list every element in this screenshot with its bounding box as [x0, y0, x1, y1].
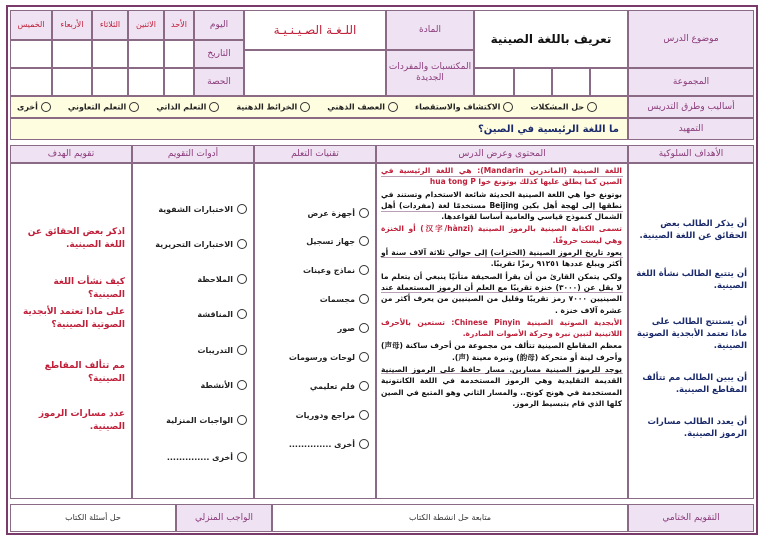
date-label-text: التاريخ: [207, 48, 231, 59]
method-option[interactable]: [236, 102, 310, 112]
radio-icon[interactable]: [237, 239, 247, 249]
date-cell[interactable]: [52, 40, 92, 68]
radio-icon[interactable]: [359, 381, 369, 391]
radio-icon[interactable]: [503, 102, 513, 112]
period-cell[interactable]: [128, 68, 164, 96]
technique-label: أجهزة عرض: [307, 208, 355, 218]
technique-option[interactable]: [255, 323, 375, 333]
day-label-text: اليوم: [209, 19, 229, 30]
evaluation-item: اذكر بعض الحقائق عن اللغة الصينية.: [27, 227, 125, 250]
technique-option[interactable]: [255, 381, 375, 391]
period-label: [194, 68, 244, 96]
homework-label: [176, 504, 272, 532]
method-option[interactable]: [68, 102, 139, 112]
group-label-text: المجموعة: [672, 76, 710, 87]
intro-question-text: ما اللغة الرئيسية في الصين؟: [478, 123, 619, 135]
group-cell[interactable]: [590, 68, 628, 96]
content-paragraph: تسمى الكتابة الصينية بالرموز الصينية (汉字/hànzi) أو الخنزة وهي ليست حروفًا.: [381, 224, 622, 245]
method-option-label: التعلم التعاوني: [67, 102, 127, 112]
radio-icon[interactable]: [359, 323, 369, 333]
homework-value: [10, 504, 176, 532]
tool-option[interactable]: [133, 309, 253, 319]
tool-option[interactable]: [133, 274, 253, 284]
day-sunday-text: الأحد: [171, 20, 187, 29]
subject-value: [244, 10, 386, 50]
technique-option[interactable]: [255, 265, 375, 275]
lesson-topic-label: [628, 10, 754, 68]
tools-column: [132, 163, 254, 499]
tools-header-text: أدوات التقويم: [167, 148, 219, 159]
technique-option[interactable]: [255, 439, 375, 449]
day-thursday: [10, 10, 52, 40]
evaluation-item: مم تتألف المقاطع الصينية؟: [44, 361, 125, 384]
technique-option[interactable]: [255, 236, 375, 246]
content-paragraph: ولكي يتمكن القارئ من أن يقرأ الصحيفة متأنيًا ينبغي أن يتعلم ما لا يقل عن (٣٠٠٠) خنزة تقريبًا مع العلم أن الرموز المستعملة عند الصينيين ٧٠٠٠ رمز تقريبًا وقليل من الصينيين من يعرف أكثر من عشرة آلاف خنزة .: [381, 271, 622, 315]
objective-item: أن يبين الطالب مم تتألف المقاطع الصينية.: [642, 373, 747, 395]
techniques-column: [254, 163, 376, 499]
radio-icon[interactable]: [237, 415, 247, 425]
radio-icon[interactable]: [300, 102, 310, 112]
final-eval-value: [272, 504, 628, 532]
method-option[interactable]: [415, 102, 513, 112]
tool-option[interactable]: [133, 204, 253, 214]
date-cell[interactable]: [128, 40, 164, 68]
homework-value-text: حل أسئلة الكتاب: [65, 513, 121, 522]
period-label-text: الحصة: [207, 76, 231, 87]
radio-icon[interactable]: [359, 236, 369, 246]
lesson-topic-label-text: موضوع الدرس: [663, 33, 719, 44]
subject-value-text: اللـغـة الصـيـنـيـة: [273, 23, 357, 37]
intro-label-text: التمهيد: [678, 123, 704, 134]
technique-label: نماذج وعينات: [302, 265, 355, 275]
methods-label: [628, 96, 754, 118]
radio-icon[interactable]: [359, 439, 369, 449]
tool-option[interactable]: [133, 380, 253, 390]
tool-label: الواجبات المنزلية: [166, 415, 233, 425]
radio-icon[interactable]: [237, 309, 247, 319]
method-option[interactable]: [17, 102, 51, 112]
content-paragraph: يوجد للرموز الصينية مساربن. مسار حافظ على الرموز الصينية القديمة التقليدية وهي الرموز المستخدمة في اللغة الكانتونية المستخدمة في هونج كونج.. والمسار الثاني وهو المتبع في الصين كلها الذي قام بتبسيط الرموز.: [381, 365, 622, 408]
method-option-label: الخرائط الذهنية: [236, 102, 298, 112]
tool-label: التدريبات: [197, 345, 233, 355]
technique-label: أخرى ..............: [288, 439, 355, 449]
evaluation-item: كيف نشأت اللغة الصينية؟: [53, 277, 125, 300]
tool-label: الأنشطة: [200, 380, 233, 390]
lesson-title-text: تعريف باللغة الصينية: [490, 32, 612, 46]
group-cell[interactable]: [474, 68, 514, 96]
method-option[interactable]: [530, 102, 597, 112]
evaluation-item: على ماذا تعتمد الأبجدية الصوتية الصينية؟: [22, 307, 125, 330]
method-option-label: أخرى: [17, 102, 38, 112]
objectives-header-text: الأهداف السلوكية: [658, 148, 724, 159]
content-paragraph: اللغة الصينية (الماندرين Mandarin): هي اللغة الرئيسية في الصين كما يطلق عليها كذلك بوتونغ خوا hua tong P: [381, 166, 623, 187]
date-cell[interactable]: [164, 40, 194, 68]
radio-icon[interactable]: [388, 102, 398, 112]
evaluation-column: [10, 163, 132, 499]
day-wednesday-text: الأربعاء: [60, 20, 84, 29]
technique-label: مراجع ودوريات: [295, 410, 355, 420]
vocab-value[interactable]: [244, 50, 386, 96]
objective-item: أن يذكر الطالب بعض الحقائق عن اللغة الصينية.: [639, 219, 747, 241]
period-cell[interactable]: [164, 68, 194, 96]
technique-option[interactable]: [255, 352, 375, 362]
day-label: [194, 10, 244, 40]
evaluation-item: عدد مسارات الرموز الصينية.: [38, 409, 125, 432]
group-cell[interactable]: [514, 68, 552, 96]
radio-icon[interactable]: [237, 274, 247, 284]
technique-label: لوحات ورسومات: [288, 352, 355, 362]
day-tuesday-text: الثلاثاء: [99, 20, 121, 29]
method-option[interactable]: [156, 102, 219, 112]
technique-option[interactable]: [255, 294, 375, 304]
date-cell[interactable]: [10, 40, 52, 68]
technique-label: فلم تعليمي: [309, 381, 355, 391]
radio-icon[interactable]: [237, 345, 247, 355]
content-paragraph: بوتونغ خوا هي اللغة الصينية الحديثة شائعة الاستخدام وتستند في نطقها إلى لهجة أهل بكين Beijing مستخدمًا لغة (مفردات) أهل الشمال كنموذج قياسي والعامية أساسا لقواعدها.: [381, 189, 622, 222]
techniques-header-text: تقنيات التعلم: [291, 148, 339, 159]
radio-icon[interactable]: [359, 208, 369, 218]
radio-icon[interactable]: [359, 410, 369, 420]
tool-option[interactable]: [133, 345, 253, 355]
radio-icon[interactable]: [129, 102, 139, 112]
technique-label: جهاز تسجيل: [306, 236, 355, 246]
radio-icon[interactable]: [587, 102, 597, 112]
date-label: [194, 40, 244, 68]
homework-label-text: الواجب المنزلي: [194, 512, 254, 523]
day-wednesday: [52, 10, 92, 40]
evaluation-header-text: تقويم الهدف: [47, 148, 95, 159]
radio-icon[interactable]: [237, 380, 247, 390]
method-option[interactable]: [327, 102, 398, 112]
objectives-column: [628, 163, 754, 499]
day-thursday-text: الخميس: [17, 20, 45, 29]
radio-icon[interactable]: [359, 352, 369, 362]
methods-label-text: أساليب وطرق التدريس: [647, 101, 735, 112]
technique-label: صور: [337, 323, 355, 333]
objective-item: أن يعدد الطالب مسارات الرموز الصينية.: [647, 417, 747, 439]
evaluation-header: [10, 145, 132, 163]
techniques-header: [254, 145, 376, 163]
group-cell[interactable]: [552, 68, 590, 96]
tool-option[interactable]: [133, 415, 253, 425]
final-eval-label: [628, 504, 754, 532]
content-header: [376, 145, 628, 163]
tool-option[interactable]: [133, 452, 253, 462]
technique-option[interactable]: [255, 410, 375, 420]
content-paragraph: معظم المقاطع الصينية تتألف من مجموعة من أحرف ساكنة (声母) وأحرف لينة أو متحركة (韵母) ونبرة معينة (声).: [381, 341, 623, 362]
methods-options: [10, 96, 628, 118]
radio-icon[interactable]: [41, 102, 51, 112]
method-option-label: العصف الذهني: [327, 102, 386, 112]
method-option-label: الاكتشاف والاستقصاء: [415, 102, 501, 112]
radio-icon[interactable]: [237, 204, 247, 214]
subject-label-text: المادة: [419, 24, 441, 35]
period-cell[interactable]: [52, 68, 92, 96]
technique-label: مجسمات: [319, 294, 355, 304]
method-option-label: حل المشكلات: [530, 102, 585, 112]
objective-item: أن يستنتج الطالب على ماذا تعتمد الأبجدية الصوتية الصينية.: [636, 317, 747, 351]
method-option-label: التعلم الذاتي: [156, 102, 207, 112]
tool-label: الاختبارات التحريرية: [155, 239, 233, 249]
date-cell[interactable]: [92, 40, 128, 68]
content-column: [376, 163, 628, 499]
period-cell[interactable]: [10, 68, 52, 96]
content-header-text: المحتوى وعرض الدرس: [458, 148, 546, 159]
period-cell[interactable]: [92, 68, 128, 96]
tool-option[interactable]: [133, 239, 253, 249]
day-sunday: [164, 10, 194, 40]
tool-label: أخرى ..............: [166, 452, 233, 462]
final-eval-value-text: متابعة حل انشطة الكتاب: [408, 513, 492, 522]
technique-option[interactable]: [255, 208, 375, 218]
radio-icon[interactable]: [209, 102, 219, 112]
group-label: [628, 68, 754, 96]
day-monday-text: الاثنين: [136, 20, 156, 29]
tool-label: الاختبارات الشفوية: [158, 204, 233, 214]
vocab-label-text: المكتسبات والمفردات الجديدة: [388, 62, 472, 83]
content-paragraph: يعود تاريخ الرموز الصينية (الخنزات) إلى حوالي ثلاثة آلاف سنة أو أكثر ويبلغ عددها ٩١٢٥١ رمزًا تقريبًا.: [381, 248, 622, 269]
day-tuesday: [92, 10, 128, 40]
radio-icon[interactable]: [359, 265, 369, 275]
tool-label: الملاحظة: [197, 274, 233, 284]
lesson-title: [474, 10, 628, 68]
day-monday: [128, 10, 164, 40]
objectives-header: [628, 145, 754, 163]
final-eval-label-text: التقويم الختامي: [662, 512, 720, 523]
tool-label: المناقشة: [197, 309, 233, 319]
intro-label: [628, 118, 754, 140]
tools-header: [132, 145, 254, 163]
vocab-label: [386, 50, 474, 96]
radio-icon[interactable]: [359, 294, 369, 304]
subject-label: [386, 10, 474, 50]
radio-icon[interactable]: [237, 452, 247, 462]
intro-question: [10, 118, 628, 140]
content-paragraph: الأبجدية الصوتية الصينية Chinese Pinyin: تستعين بالأحرف اللاتينية لتبين نبرة وحركة الأصوات الصادرة.: [381, 317, 623, 339]
objective-item: أن يتتبع الطالب نشأة اللغة الصينية.: [636, 269, 747, 291]
